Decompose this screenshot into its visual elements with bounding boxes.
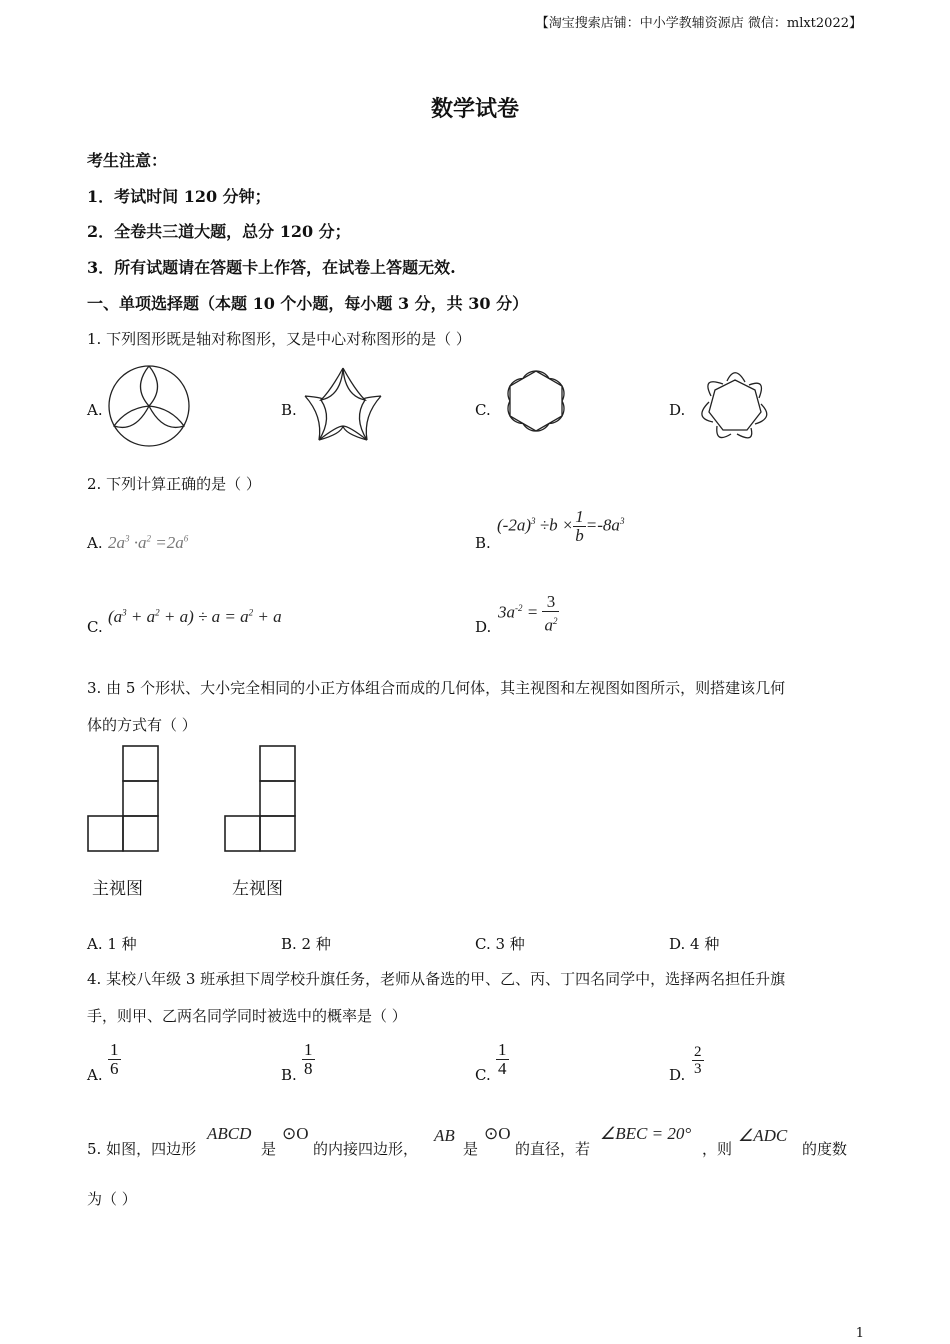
q5-stem-line2: 为（ ） xyxy=(87,1190,137,1208)
q5-math-abcd: ABCD xyxy=(207,1124,252,1143)
q3-front-view xyxy=(86,744,162,856)
q2-label-a: A. xyxy=(87,534,103,552)
q2-option-a-expr: $2a^3 \cdot a^2 =2a^6$ xyxy=(108,533,189,552)
q5-text-5: 的直径，若 xyxy=(515,1140,591,1158)
q2-label-d: D. xyxy=(475,618,492,636)
section-heading: 一、单项选择题（本题 10 个小题，每小题 3 分，共 30 分） xyxy=(87,294,529,313)
page-header: 【淘宝搜索店铺：中小学教辅资源店 微信：mlxt2022】 xyxy=(535,16,862,31)
q3-option-c: C. 3 种 xyxy=(475,935,525,953)
q5-text-3: 的内接四边形， xyxy=(313,1140,419,1158)
q4-stem-line1: 4. 某校八年级 3 班承担下周学校升旗任务，老师从备选的甲、乙、丙、丁四名同学中，选择两名担任升旗 xyxy=(87,970,786,988)
page-number: 1 xyxy=(855,1326,864,1341)
q1-label-b: B. xyxy=(281,401,297,419)
q3-caption-left: 左视图 xyxy=(232,879,283,899)
q5-math-circle-o-1: ⊙O xyxy=(282,1124,309,1143)
q2-label-c: C. xyxy=(87,618,103,636)
q4-fraction-d: $\frac{2}{3}$ xyxy=(694,1044,702,1077)
q1-figure-a xyxy=(106,363,192,449)
q2-label-b: B. xyxy=(475,534,491,552)
q3-stem-line2: 体的方式有（ ） xyxy=(87,716,197,734)
notice-item-3: 3．所有试题请在答题卡上作答，在试卷上答题无效. xyxy=(87,258,456,277)
q3-left-view xyxy=(223,744,299,856)
q4-label-a: A. xyxy=(87,1066,103,1084)
q2-option-d-expr: $3a^{-2}$ = $\frac{3}{a^2}$ xyxy=(498,592,558,635)
q1-stem: 1. 下列图形既是轴对称图形，又是中心对称图形的是（ ） xyxy=(87,330,471,348)
q2-option-b-expr: $(-2a)^3 \div b$ × $\frac{1}{b}$ $=-8a^3$ xyxy=(497,507,625,545)
q4-stem-line2: 手，则甲、乙两名同学同时被选中的概率是（ ） xyxy=(87,1007,407,1025)
q1-figure-c xyxy=(494,359,578,443)
q1-label-d: D. xyxy=(669,401,686,419)
page-title: 数学试卷 xyxy=(430,96,519,122)
q1-label-a: A. xyxy=(87,401,103,419)
q2-option-c-expr: $(a^3 + a^2 + a) \div a = a^2 + a$ xyxy=(108,607,282,626)
q5-text-4: 是 xyxy=(463,1140,479,1158)
q2-stem: 2. 下列计算正确的是（ ） xyxy=(87,475,261,493)
q4-label-d: D. xyxy=(669,1066,686,1084)
q4-label-b: B. xyxy=(281,1066,297,1084)
q1-figure-d xyxy=(692,363,778,449)
notice-item-1: 1．考试时间 120 分钟； xyxy=(87,187,271,206)
q3-caption-front: 主视图 xyxy=(92,879,143,899)
q5-text-7: 的度数 xyxy=(802,1140,848,1158)
q4-fraction-a: $\frac{1}{6}$ xyxy=(110,1040,119,1078)
q3-option-b: B. 2 种 xyxy=(281,935,331,953)
q5-text-1: 5. 如图，四边形 xyxy=(87,1140,197,1158)
q5-math-angle-bec: ∠BEC = 20° xyxy=(600,1124,692,1143)
notice-heading: 考生注意： xyxy=(87,151,168,170)
q4-label-c: C. xyxy=(475,1066,491,1084)
q4-fraction-b: $\frac{1}{8}$ xyxy=(304,1040,313,1078)
notice-item-2: 2．全卷共三道大题，总分 120 分； xyxy=(87,222,351,241)
q3-option-d: D. 4 种 xyxy=(669,935,720,953)
q1-figure-b xyxy=(300,365,386,451)
q5-math-circle-o-2: ⊙O xyxy=(484,1124,511,1143)
q5-math-angle-adc: ∠ADC xyxy=(738,1126,788,1145)
q3-option-a: A. 1 种 xyxy=(87,935,137,953)
q5-text-2: 是 xyxy=(261,1140,277,1158)
q5-math-ab: AB xyxy=(434,1126,455,1145)
q4-fraction-c: $\frac{1}{4}$ xyxy=(498,1040,507,1078)
q1-label-c: C. xyxy=(475,401,491,419)
q3-stem-line1: 3. 由 5 个形状、大小完全相同的小正方体组合而成的几何体，其主视图和左视图如图所示，则搭建该几何 xyxy=(87,679,786,697)
q5-text-6: ，则 xyxy=(702,1140,733,1158)
